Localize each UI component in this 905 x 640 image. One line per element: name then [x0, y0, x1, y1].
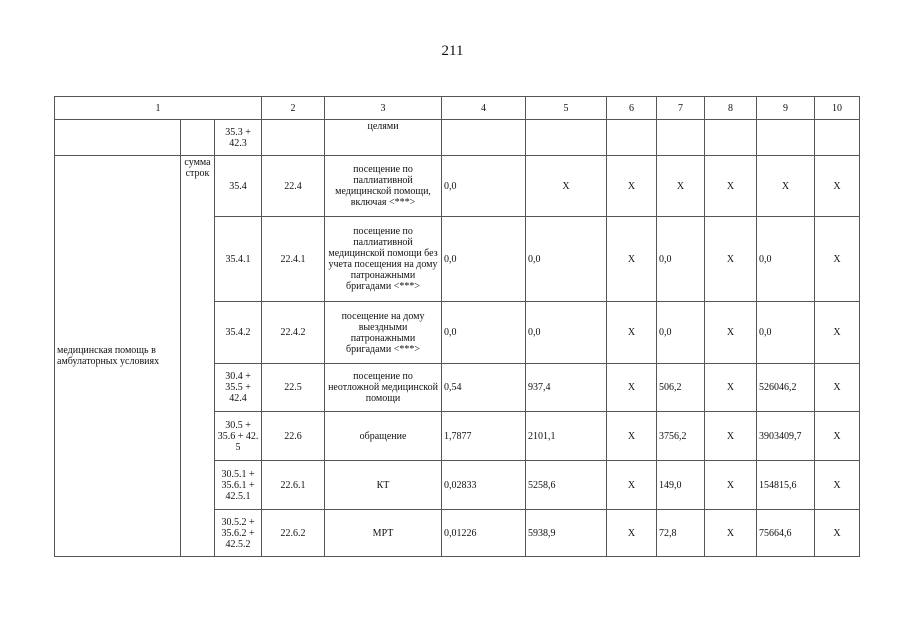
row-description: посещение по паллиативной медицинской помощи, включая <***>: [325, 156, 442, 217]
cell-c10: X: [815, 412, 860, 461]
cell-c6: X: [607, 217, 657, 302]
cell-c6: X: [607, 412, 657, 461]
empty-cell: [262, 120, 325, 156]
page-number: 211: [441, 43, 464, 59]
cell-c8: X: [705, 302, 757, 364]
header-cell: 4: [442, 97, 526, 120]
table-row: [55, 120, 860, 156]
row-description: обращение: [325, 412, 442, 461]
cell-c6: X: [607, 510, 657, 557]
header-cell: 8: [705, 97, 757, 120]
row-description: КТ: [325, 461, 442, 510]
cell-c9: 154815,6: [757, 461, 815, 510]
cell-c5: 0,0: [526, 302, 607, 364]
cell-c10: X: [815, 364, 860, 412]
cell-c2: 22.6.2: [262, 510, 325, 557]
cell-c6: X: [607, 302, 657, 364]
cell-c10: X: [815, 302, 860, 364]
cell-c8: X: [705, 510, 757, 557]
cell-c9: 3903409,7: [757, 412, 815, 461]
cell-c5: X: [526, 156, 607, 217]
row-description: целями: [325, 120, 442, 156]
row-code: 30.5.2 + 35.6.2 + 42.5.2: [215, 510, 262, 557]
cell-c4: 0,01226: [442, 510, 526, 557]
cell-c7: 72,8: [657, 510, 705, 557]
group-label: сумма строк: [181, 156, 215, 557]
cell-c2: 22.4.1: [262, 217, 325, 302]
data-table: [54, 96, 860, 557]
row-description: МРТ: [325, 510, 442, 557]
cell-c7: 0,0: [657, 217, 705, 302]
cell-c2: 22.4: [262, 156, 325, 217]
cell-c4: 0,0: [442, 217, 526, 302]
cell-c10: X: [815, 461, 860, 510]
cell-c5: 937,4: [526, 364, 607, 412]
empty-cell: [55, 120, 181, 156]
cell-c9: 0,0: [757, 302, 815, 364]
cell-c6: X: [607, 461, 657, 510]
cell-c7: 149,0: [657, 461, 705, 510]
header-cell: 10: [815, 97, 860, 120]
cell-c9: 0,0: [757, 217, 815, 302]
header-cell: 7: [657, 97, 705, 120]
cell-c2: 22.6: [262, 412, 325, 461]
header-cell: 5: [526, 97, 607, 120]
header-cell: 6: [607, 97, 657, 120]
cell-c7: X: [657, 156, 705, 217]
cell-c9: 75664,6: [757, 510, 815, 557]
cell-c7: 3756,2: [657, 412, 705, 461]
cell-c8: X: [705, 364, 757, 412]
row-description: посещение на дому выездными патронажными бригадами <***>: [325, 302, 442, 364]
cell-c8: X: [705, 461, 757, 510]
cell-c5: 2101,1: [526, 412, 607, 461]
row-code: 35.4.2: [215, 302, 262, 364]
header-cell: 1: [55, 97, 262, 120]
row-code: 35.4.1: [215, 217, 262, 302]
cell-c9: 526046,2: [757, 364, 815, 412]
cell-c10: X: [815, 510, 860, 557]
row-code: 30.5.1 + 35.6.1 + 42.5.1: [215, 461, 262, 510]
cell-c7: 506,2: [657, 364, 705, 412]
cell-c4: 1,7877: [442, 412, 526, 461]
cell-c6: X: [607, 156, 657, 217]
row-code: 30.4 + 35.5 + 42.4: [215, 364, 262, 412]
header-cell: 9: [757, 97, 815, 120]
header-row: [55, 97, 860, 120]
cell-c10: X: [815, 217, 860, 302]
row-description: посещение по неотложной медицинской помощи: [325, 364, 442, 412]
cell-c10: X: [815, 156, 860, 217]
cell-c2: 22.5: [262, 364, 325, 412]
cell-c4: 0,0: [442, 156, 526, 217]
cell-c4: 0,54: [442, 364, 526, 412]
row-code: 35.4: [215, 156, 262, 217]
cell-c8: X: [705, 412, 757, 461]
header-cell: 2: [262, 97, 325, 120]
cell-c9: X: [757, 156, 815, 217]
cell-c4: 0,02833: [442, 461, 526, 510]
cell-c2: 22.6.1: [262, 461, 325, 510]
cell-c7: 0,0: [657, 302, 705, 364]
row-description: посещение по паллиативной медицинской помощи без учета посещения на дому патронажными бригадами <***>: [325, 217, 442, 302]
cell-c4: 0,0: [442, 302, 526, 364]
cell-c8: X: [705, 217, 757, 302]
row-code: 30.5 + 35.6 + 42. 5: [215, 412, 262, 461]
cell-c8: X: [705, 156, 757, 217]
cell-c5: 5938,9: [526, 510, 607, 557]
header-cell: 3: [325, 97, 442, 120]
section-label: медицинская помощь в амбулаторных условиях: [55, 156, 181, 557]
cell-c5: 0,0: [526, 217, 607, 302]
table-row: [55, 156, 860, 217]
cell-c5: 5258,6: [526, 461, 607, 510]
row-code: 35.3 + 42.3: [215, 120, 262, 156]
cell-c6: X: [607, 364, 657, 412]
empty-cell: [181, 120, 215, 156]
cell-c2: 22.4.2: [262, 302, 325, 364]
